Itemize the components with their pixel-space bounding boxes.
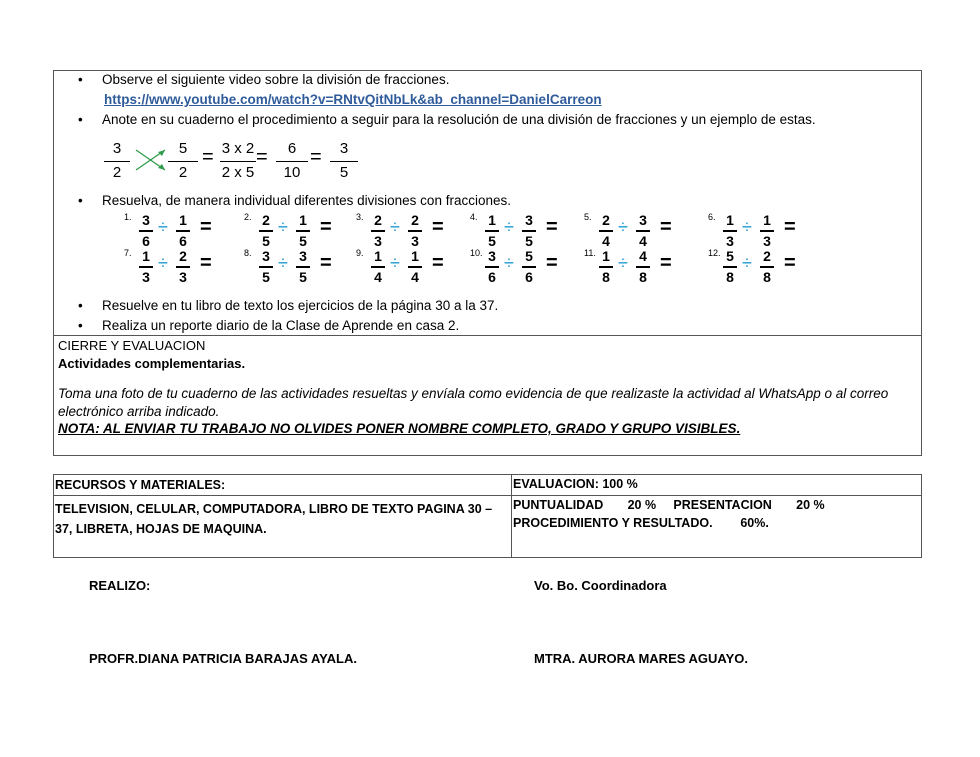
exercise-number: 7. (124, 248, 132, 258)
exercise-number: 1. (124, 212, 132, 222)
evaluation-criteria-1: PUNTUALIDAD 20 % PRESENTACION 20 % (513, 498, 825, 512)
divide-sign: ÷ (504, 253, 514, 273)
exercise-fraction: 5 6 (522, 249, 536, 286)
example-fraction: 3 5 (330, 141, 358, 181)
table-divider (53, 495, 922, 496)
exercise-number: 6. (708, 212, 716, 222)
exercise-fraction: 3 6 (139, 213, 153, 250)
exercise-fraction: 1 5 (296, 213, 310, 250)
equals-sign: = (200, 252, 212, 274)
signature-name-left: PROFR.DIANA PATRICIA BARAJAS AYALA. (89, 651, 357, 666)
cross-multiply-arrows-icon (134, 146, 168, 174)
example-fraction: 6 10 (276, 141, 308, 181)
equals-sign: = (660, 252, 672, 274)
exercise-number: 11. (584, 248, 596, 258)
signature-name-right: MTRA. AURORA MARES AGUAYO. (534, 651, 749, 666)
table-divider (511, 474, 512, 558)
exercise-fraction: 1 8 (599, 249, 613, 286)
exercise-fraction: 4 8 (636, 249, 650, 286)
closing-instructions: Toma una foto de tu cuaderno de las actividades resueltas y envíala como evidencia de que realizaste la actividad al WhatsApp o al correo electrónico arriba indicado. (58, 386, 889, 419)
exercise-fraction: 1 3 (139, 249, 153, 286)
exercise-fraction: 1 6 (176, 213, 190, 250)
evaluation-header: EVALUACION: 100 % (513, 477, 638, 491)
equals-sign: = (310, 146, 322, 168)
equals-sign: = (432, 216, 444, 238)
exercise-fraction: 1 3 (760, 213, 774, 250)
example-fraction: 3 2 (104, 141, 130, 181)
divide-sign: ÷ (390, 217, 400, 237)
exercise-number: 8. (244, 248, 252, 258)
exercise-fraction: 2 4 (599, 213, 613, 250)
equals-sign: = (546, 216, 558, 238)
exercise-number: 10. (470, 248, 483, 258)
example-fraction: 5 2 (168, 141, 198, 181)
closing-subtitle: Actividades complementarias. (58, 356, 246, 371)
equals-sign: = (320, 216, 332, 238)
divide-sign: ÷ (742, 253, 752, 273)
divide-sign: ÷ (278, 253, 288, 273)
equals-sign: = (660, 216, 672, 238)
divide-sign: ÷ (158, 217, 168, 237)
closing-note: NOTA: AL ENVIAR TU TRABAJO NO OLVIDES PONER NOMBRE COMPLETO, GRADO Y GRUPO VISIBLES. (58, 421, 741, 436)
exercise-fraction: 1 3 (723, 213, 737, 250)
exercise-fraction: 2 3 (176, 249, 190, 286)
equals-sign: = (546, 252, 558, 274)
exercise-fraction: 1 5 (485, 213, 499, 250)
exercise-fraction: 2 5 (259, 213, 273, 250)
equals-sign: = (256, 146, 268, 168)
exercise-number: 4. (470, 212, 478, 222)
evaluation-criteria-2: PROCEDIMIENTO Y RESULTADO. 60%. (513, 516, 769, 530)
divide-sign: ÷ (504, 217, 514, 237)
exercise-fraction: 5 8 (723, 249, 737, 286)
closing-title: CIERRE Y EVALUACION (58, 338, 206, 353)
exercise-fraction: 3 4 (636, 213, 650, 250)
signature-label-left: REALIZO: (89, 578, 151, 593)
resources-header: RECURSOS Y MATERIALES: (55, 478, 226, 492)
exercise-fraction: 3 5 (522, 213, 536, 250)
signature-label-right: Vo. Bo. Coordinadora (534, 578, 667, 593)
equals-sign: = (784, 252, 796, 274)
video-link[interactable]: https://www.youtube.com/watch?v=RNtvQitNbLk&ab_channel=DanielCarreon (104, 92, 602, 107)
divide-sign: ÷ (618, 217, 628, 237)
exercise-fraction: 2 8 (760, 249, 774, 286)
equals-sign: = (202, 146, 214, 168)
equals-sign: = (784, 216, 796, 238)
exercise-number: 2. (244, 212, 252, 222)
exercise-fraction: 3 5 (259, 249, 273, 286)
divide-sign: ÷ (618, 253, 628, 273)
exercise-number: 12. (708, 248, 721, 258)
divide-sign: ÷ (158, 253, 168, 273)
exercise-number: 5. (584, 212, 592, 222)
exercise-fraction: 2 3 (371, 213, 385, 250)
exercise-number: 9. (356, 248, 364, 258)
equals-sign: = (432, 252, 444, 274)
exercise-fraction: 2 3 (408, 213, 422, 250)
equals-sign: = (200, 216, 212, 238)
equals-sign: = (320, 252, 332, 274)
exercise-fraction: 3 5 (296, 249, 310, 286)
exercise-fraction: 1 4 (371, 249, 385, 286)
divide-sign: ÷ (390, 253, 400, 273)
materials-list: TELEVISION, CELULAR, COMPUTADORA, LIBRO DE TEXTO PAGINA 30 – 37, LIBRETA, HOJAS DE MAQUINA. (55, 502, 493, 536)
example-fraction: 3 x 2 2 x 5 (221, 140, 255, 181)
exercise-fraction: 1 4 (408, 249, 422, 286)
divide-sign: ÷ (278, 217, 288, 237)
divide-sign: ÷ (742, 217, 752, 237)
exercise-fraction: 3 6 (485, 249, 499, 286)
exercise-number: 3. (356, 212, 364, 222)
